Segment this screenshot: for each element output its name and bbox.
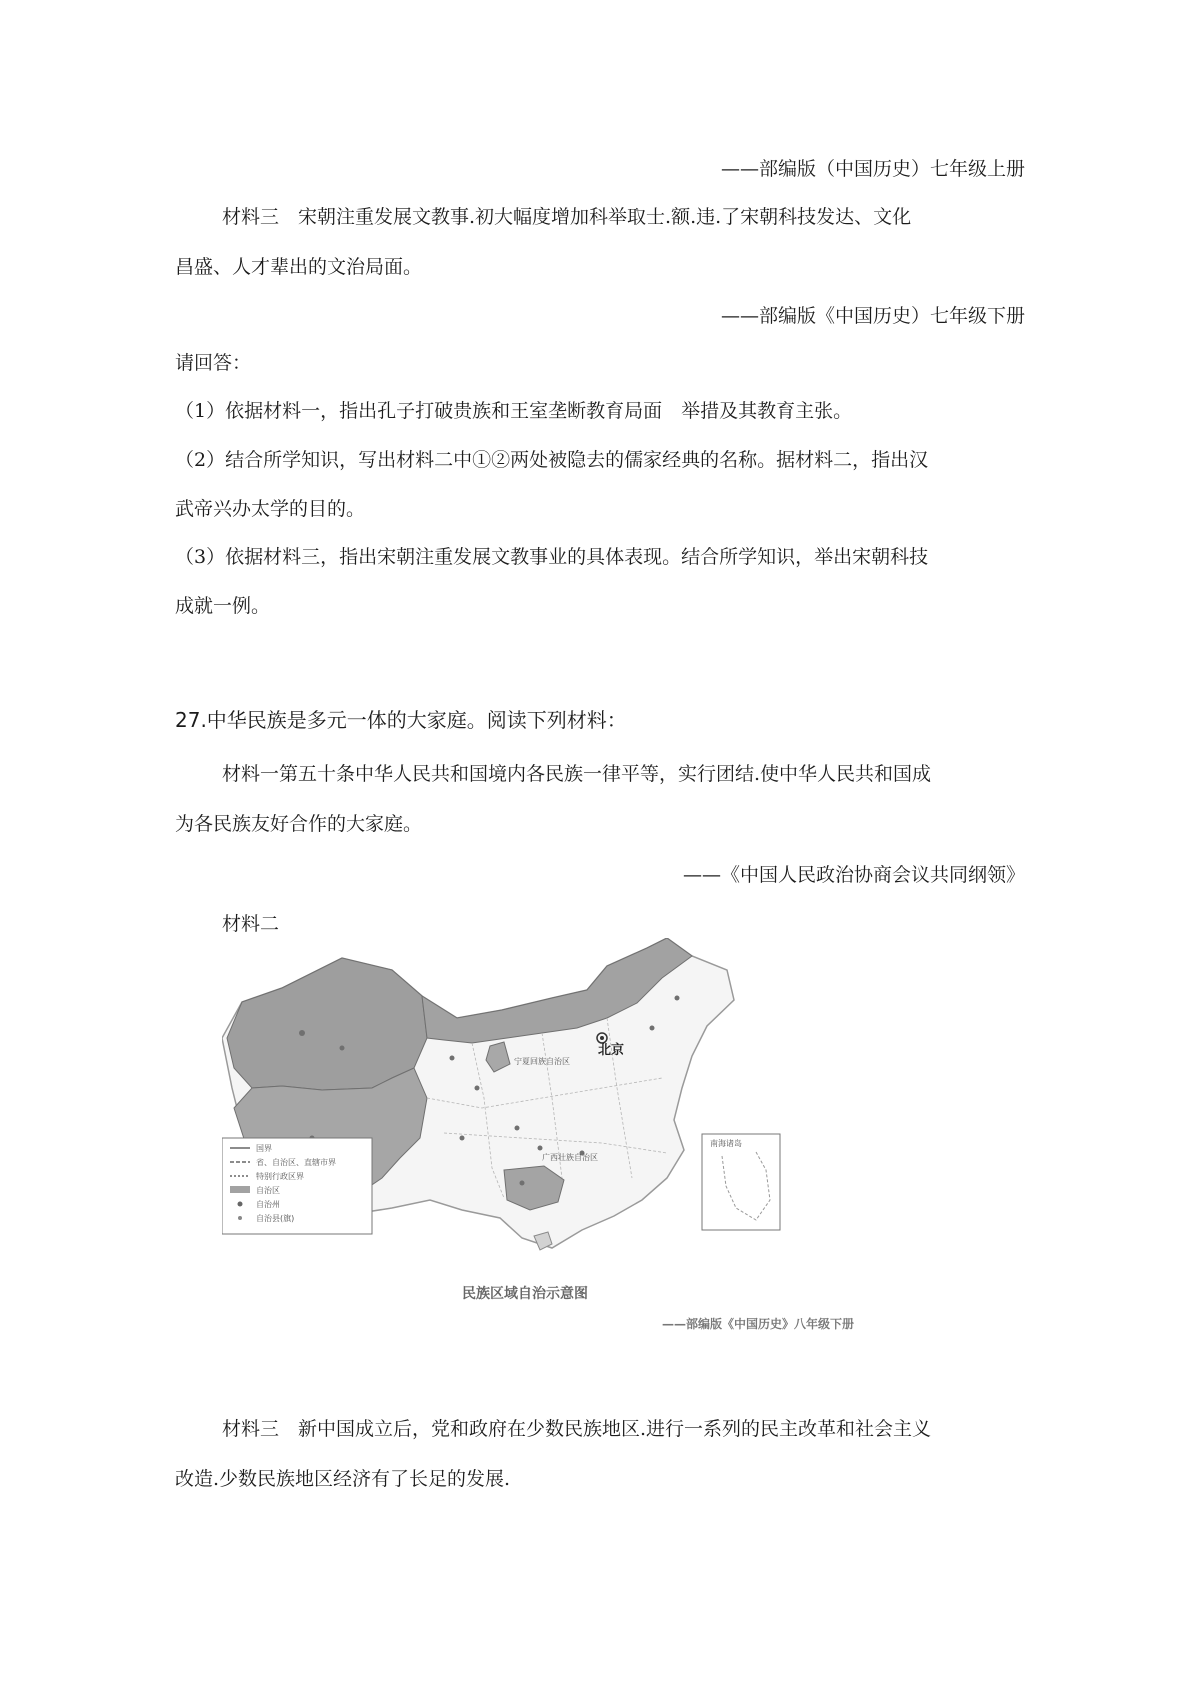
china-map-figure	[222, 938, 922, 1368]
material-3-text-line-2: 昌盛、人才辈出的文治局面。	[175, 256, 423, 278]
q27-material-1-line-1: 材料一第五十条中华人民共和国境内各民族一律平等，实行团结.使中华人民共和国成	[222, 763, 932, 785]
legend-label-2: 省、自治区、直辖市界	[256, 1158, 336, 1167]
guangxi-label: 广西壮族自治区	[542, 1153, 598, 1162]
source-citation-1: ——部编版（中国历史）七年级上册	[720, 158, 1025, 180]
question-27-heading: 27.中华民族是多元一体的大家庭。阅读下列材料：	[175, 708, 627, 732]
inset-title: 南海诸岛	[710, 1139, 742, 1148]
q27-material-3-line-2: 改造.少数民族地区经济有了长足的发展.	[175, 1468, 511, 1490]
map-caption: 民族区域自治示意图	[462, 1286, 588, 1302]
capital-marker-dot	[600, 1036, 604, 1040]
legend-label-3: 特别行政区界	[256, 1172, 304, 1181]
map-source: ——部编版《中国历史》八年级下册	[662, 1317, 855, 1331]
legend-label-1: 国界	[256, 1144, 272, 1153]
answer-prompt: 请回答：	[175, 352, 252, 374]
beijing-label: 北京	[598, 1043, 625, 1058]
question-1: （1）依据材料一，指出孔子打破贵族和王室垄断教育局面 举措及其教育主张。	[175, 400, 853, 422]
material-3-text-line-1: 材料三 宋朝注重发展文教事.初大幅度增加科举取士.额.违.了宋朝科技发达、文化	[222, 206, 912, 228]
q27-source-citation: ——《中国人民政治协商会议共同纲领》	[682, 864, 1025, 886]
legend-label-5: 自治州	[256, 1200, 280, 1209]
legend-label-4: 自治区	[256, 1186, 280, 1195]
q27-material-1-line-2: 为各民族友好合作的大家庭。	[175, 813, 423, 835]
q27-material-2-label: 材料二	[222, 913, 280, 935]
south-china-sea-inset	[702, 1134, 780, 1230]
xinjiang-region	[227, 958, 427, 1090]
question-2-line-2: 武帝兴办太学的目的。	[175, 498, 366, 520]
question-2-line-1: （2）结合所学知识，写出材料二中①②两处被隐去的儒家经典的名称。据材料二，指出汉	[175, 449, 929, 471]
q27-material-3-line-1: 材料三 新中国成立后，党和政府在少数民族地区.进行一系列的民主改革和社会主义	[222, 1418, 932, 1440]
legend-label-6: 自治县(旗)	[256, 1214, 295, 1223]
question-3-line-2: 成就一例。	[175, 595, 271, 617]
source-citation-2: ——部编版《中国历史）七年级下册	[720, 305, 1025, 327]
ningxia-label: 宁夏回族自治区	[514, 1057, 570, 1066]
ethnic-autonomy-map	[222, 938, 922, 1368]
question-3-line-1: （3）依据材料三，指出宋朝注重发展文教事业的具体表现。结合所学知识，举出宋朝科技	[175, 546, 929, 568]
